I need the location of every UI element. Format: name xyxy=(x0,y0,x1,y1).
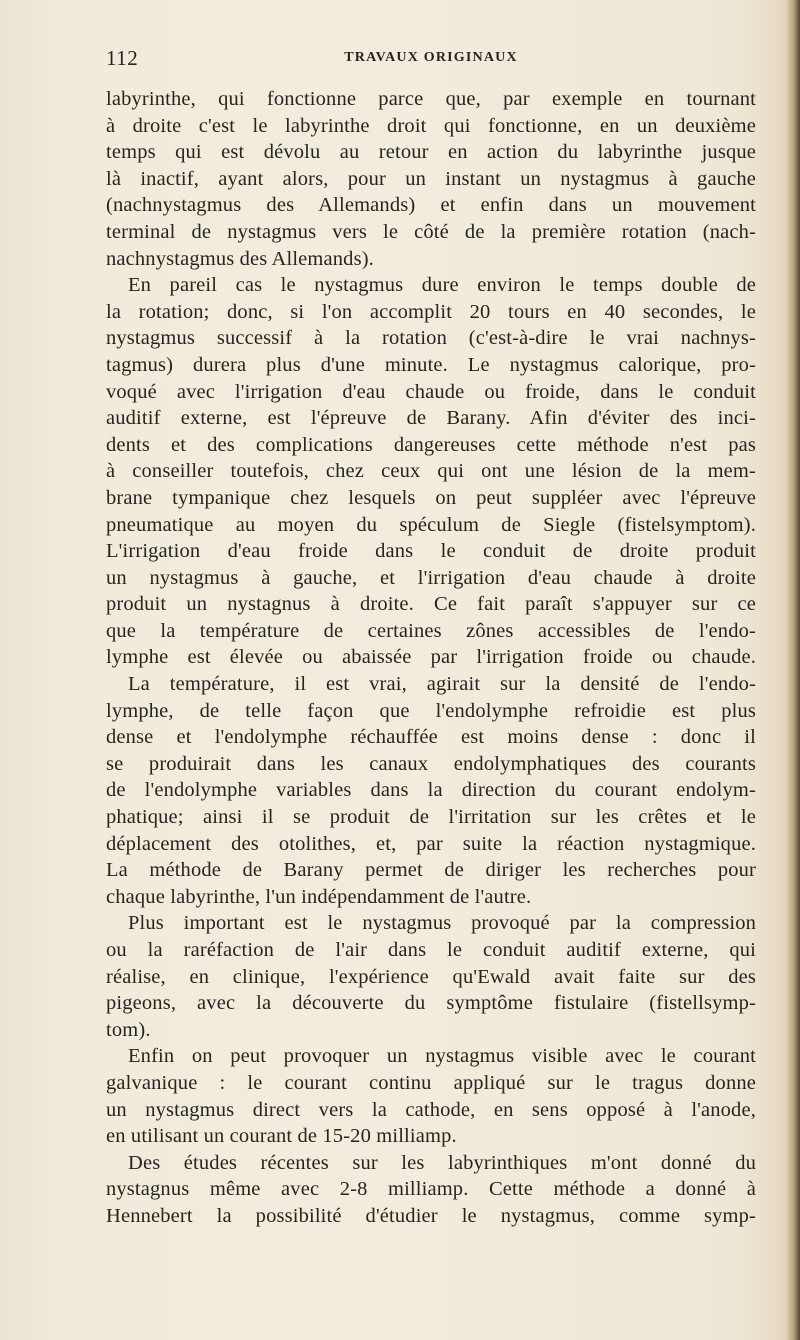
text-line: là inactif, ayant alors, pour un instant un nystagmus à gauche xyxy=(106,167,756,190)
text-line: produit un nystagnus à droite. Ce fait paraît s'appuyer sur ce xyxy=(106,593,756,616)
text-line: un nystagmus direct vers la cathode, en sens opposé à l'anode, xyxy=(106,1098,756,1121)
text-line: pneumatique au moyen du spéculum de Siegle (fistelsymptom). xyxy=(106,513,756,536)
text-line: voqué avec l'irrigation d'eau chaude ou froide, dans le conduit xyxy=(106,380,756,403)
text-line: auditif externe, est l'épreuve de Barany. Afin d'éviter des inci- xyxy=(106,407,756,430)
text-line: labyrinthe, qui fonctionne parce que, par exemple en tournant xyxy=(106,88,756,110)
text-line: nystagnus même avec 2-8 milliamp. Cette méthode a donné à xyxy=(106,1178,756,1201)
text-line: En pareil cas le nystagmus dure environ le temps double de xyxy=(128,274,756,297)
text-line: tagmus) durera plus d'une minute. Le nystagmus calorique, pro- xyxy=(106,353,756,376)
running-title: TRAVAUX ORIGINAUX xyxy=(344,50,518,65)
text-line: dense et l'endolymphe réchauffée est moins dense : donc il xyxy=(106,726,756,749)
text-line: à conseiller toutefois, chez ceux qui ont une lésion de la mem- xyxy=(106,460,756,483)
text-line: chaque labyrinthe, l'un indépendamment de l'autre. xyxy=(106,885,532,908)
text-line: La température, il est vrai, agirait sur la densité de l'endo- xyxy=(128,673,756,696)
text-line: à droite c'est le labyrinthe droit qui fonctionne, en un deuxième xyxy=(106,114,756,137)
text-line: nystagmus successif à la rotation (c'est-à-dire le vrai nachnys- xyxy=(106,327,756,350)
text-line: temps qui est dévolu au retour en action du labyrinthe jusque xyxy=(106,141,756,164)
text-line: un nystagmus à gauche, et l'irrigation d'eau chaude à droite xyxy=(106,566,756,589)
text-line: phatique; ainsi il se produit de l'irritation sur les crêtes et le xyxy=(106,806,756,829)
page-number: 112 xyxy=(106,46,139,70)
body-text xyxy=(106,86,756,1230)
text-line: terminal de nystagmus vers le côté de la première rotation (nach- xyxy=(106,220,756,243)
text-line: lymphe est élevée ou abaissée par l'irrigation froide ou chaude. xyxy=(106,646,756,669)
text-line: Des études récentes sur les labyrinthiques m'ont donné du xyxy=(128,1151,756,1174)
text-line: nachnystagmus des Allemands). xyxy=(106,247,374,270)
text-line: L'irrigation d'eau froide dans le conduit de droite produit xyxy=(106,540,756,563)
text-line: lymphe, de telle façon que l'endolymphe refroidie est plus xyxy=(106,699,756,722)
text-line: Hennebert la possibilité d'étudier le nystagmus, comme symp- xyxy=(106,1204,756,1227)
text-line: se produirait dans les canaux endolymphatiques des courants xyxy=(106,752,756,775)
text-line: brane tympanique chez lesquels on peut suppléer avec l'épreuve xyxy=(106,486,756,509)
text-line: ou la raréfaction de l'air dans le conduit auditif externe, qui xyxy=(106,939,756,961)
text-line: tom). xyxy=(106,1018,151,1041)
text-line: que la température de certaines zônes accessibles de l'endo- xyxy=(106,619,756,642)
text-line: (nachnystagmus des Allemands) et enfin dans un mouvement xyxy=(106,194,756,217)
text-line: dents et des complications dangereuses cette méthode n'est pas xyxy=(106,433,756,456)
text-line: galvanique : le courant continu appliqué sur le tragus donne xyxy=(106,1071,756,1094)
text-line: pigeons, avec la découverte du symptôme fistulaire (fistellsymp- xyxy=(106,992,756,1015)
text-line: Plus important est le nystagmus provoqué par la compression xyxy=(128,912,756,935)
text-line: la rotation; donc, si l'on accomplit 20 tours en 40 secondes, le xyxy=(106,300,756,323)
text-line: réalise, en clinique, l'expérience qu'Ewald avait faite sur des xyxy=(106,965,756,988)
text-line: en utilisant un courant de 15-20 milliamp. xyxy=(106,1125,457,1148)
text-line: Enfin on peut provoquer un nystagmus visible avec le courant xyxy=(128,1045,756,1068)
page-header xyxy=(106,46,756,72)
text-line: La méthode de Barany permet de diriger les recherches pour xyxy=(106,859,756,882)
text-line: déplacement des otolithes, et, par suite la réaction nystagmique. xyxy=(106,832,756,855)
text-line: de l'endolymphe variables dans la direction du courant endolym- xyxy=(106,779,756,802)
